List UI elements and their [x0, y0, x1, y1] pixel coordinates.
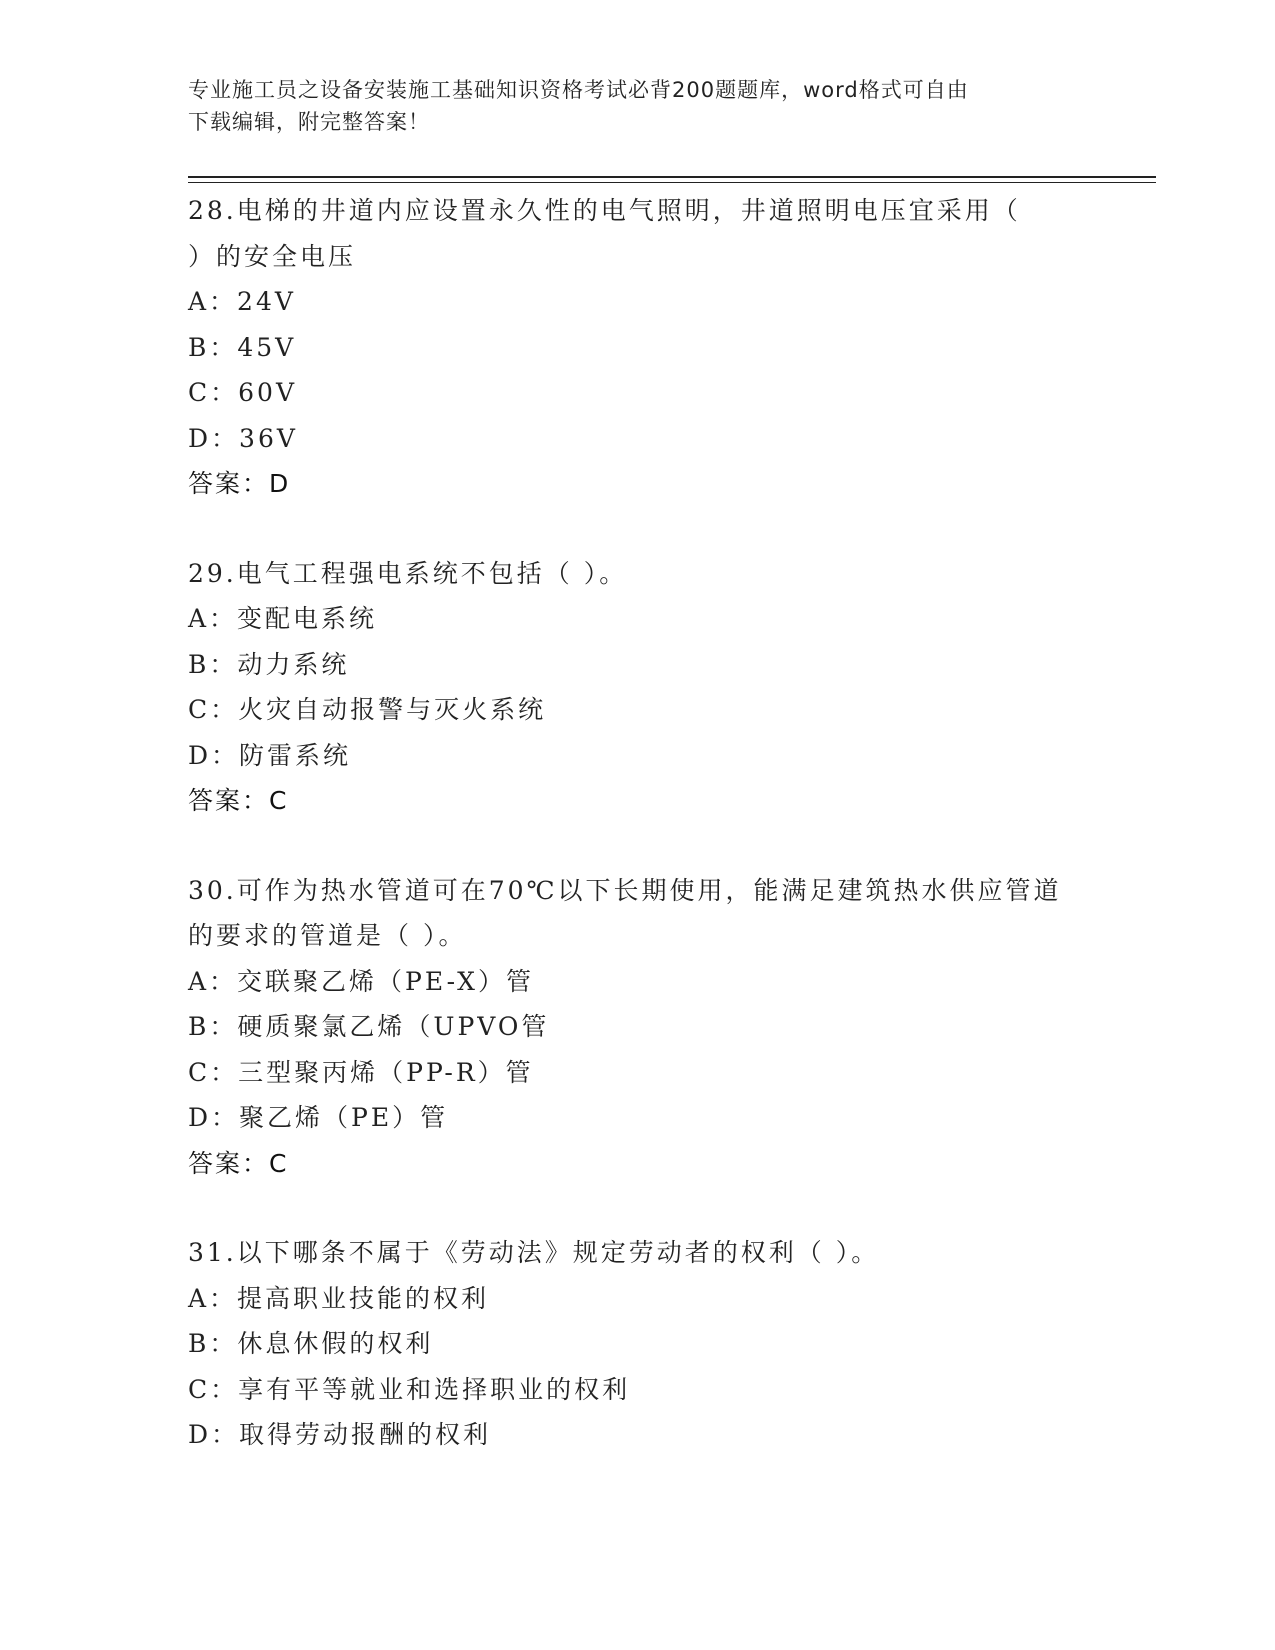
question-stem-continued: 的要求的管道是（ ）。 [188, 921, 467, 950]
option-c: C：60V [188, 378, 297, 407]
option-c: C：火灾自动报警与灭火系统 [188, 695, 547, 724]
option-d: D：36V [188, 423, 298, 453]
answer-line: 答案：D [188, 469, 291, 498]
question-30 [188, 868, 1088, 1187]
document-header [188, 74, 1088, 138]
option-d: D：防雷系统 [188, 740, 352, 770]
answer-line: 答案：C [188, 786, 289, 815]
question-28 [188, 188, 1088, 507]
option-d: D：聚乙烯（PE）管 [188, 1103, 449, 1132]
question-29 [188, 551, 1088, 824]
header-line-2: 下载编辑，附完整答案！ [188, 110, 430, 134]
option-a: A：24V [188, 287, 296, 316]
header-line-1: 专业施工员之设备安装施工基础知识资格考试必背200题题库，word格式可自由 [188, 78, 969, 102]
question-stem: 30.可作为热水管道可在70℃以下长期使用，能满足建筑热水供应管道 [188, 875, 1062, 905]
option-c: C：三型聚丙烯（PP-R）管 [188, 1057, 534, 1087]
header-divider-thick [188, 176, 1156, 178]
question-stem: 31.以下哪条不属于《劳动法》规定劳动者的权利（ ）。 [188, 1238, 880, 1267]
option-a: A：交联聚乙烯（PE-X）管 [188, 966, 534, 996]
option-b: B：休息休假的权利 [188, 1329, 434, 1358]
option-b: B：硬质聚氯乙烯（UPVO管 [188, 1012, 550, 1041]
option-a: A：变配电系统 [188, 604, 378, 633]
question-31 [188, 1230, 1088, 1458]
answer-line: 答案：C [188, 1148, 289, 1178]
question-stem-continued: ）的安全电压 [188, 241, 357, 271]
question-stem: 29.电气工程强电系统不包括（ ）。 [188, 558, 628, 588]
question-stem: 28.电梯的井道内应设置永久性的电气照明，井道照明电压宜采用（ [188, 196, 1021, 225]
option-c: C：享有平等就业和选择职业的权利 [188, 1374, 631, 1404]
option-a: A：提高职业技能的权利 [188, 1283, 490, 1313]
header-divider-thin [188, 182, 1156, 183]
question-list [188, 188, 1088, 1502]
option-d: D：取得劳动报酬的权利 [188, 1420, 492, 1449]
option-b: B：动力系统 [188, 649, 350, 679]
option-b: B：45V [188, 332, 297, 362]
